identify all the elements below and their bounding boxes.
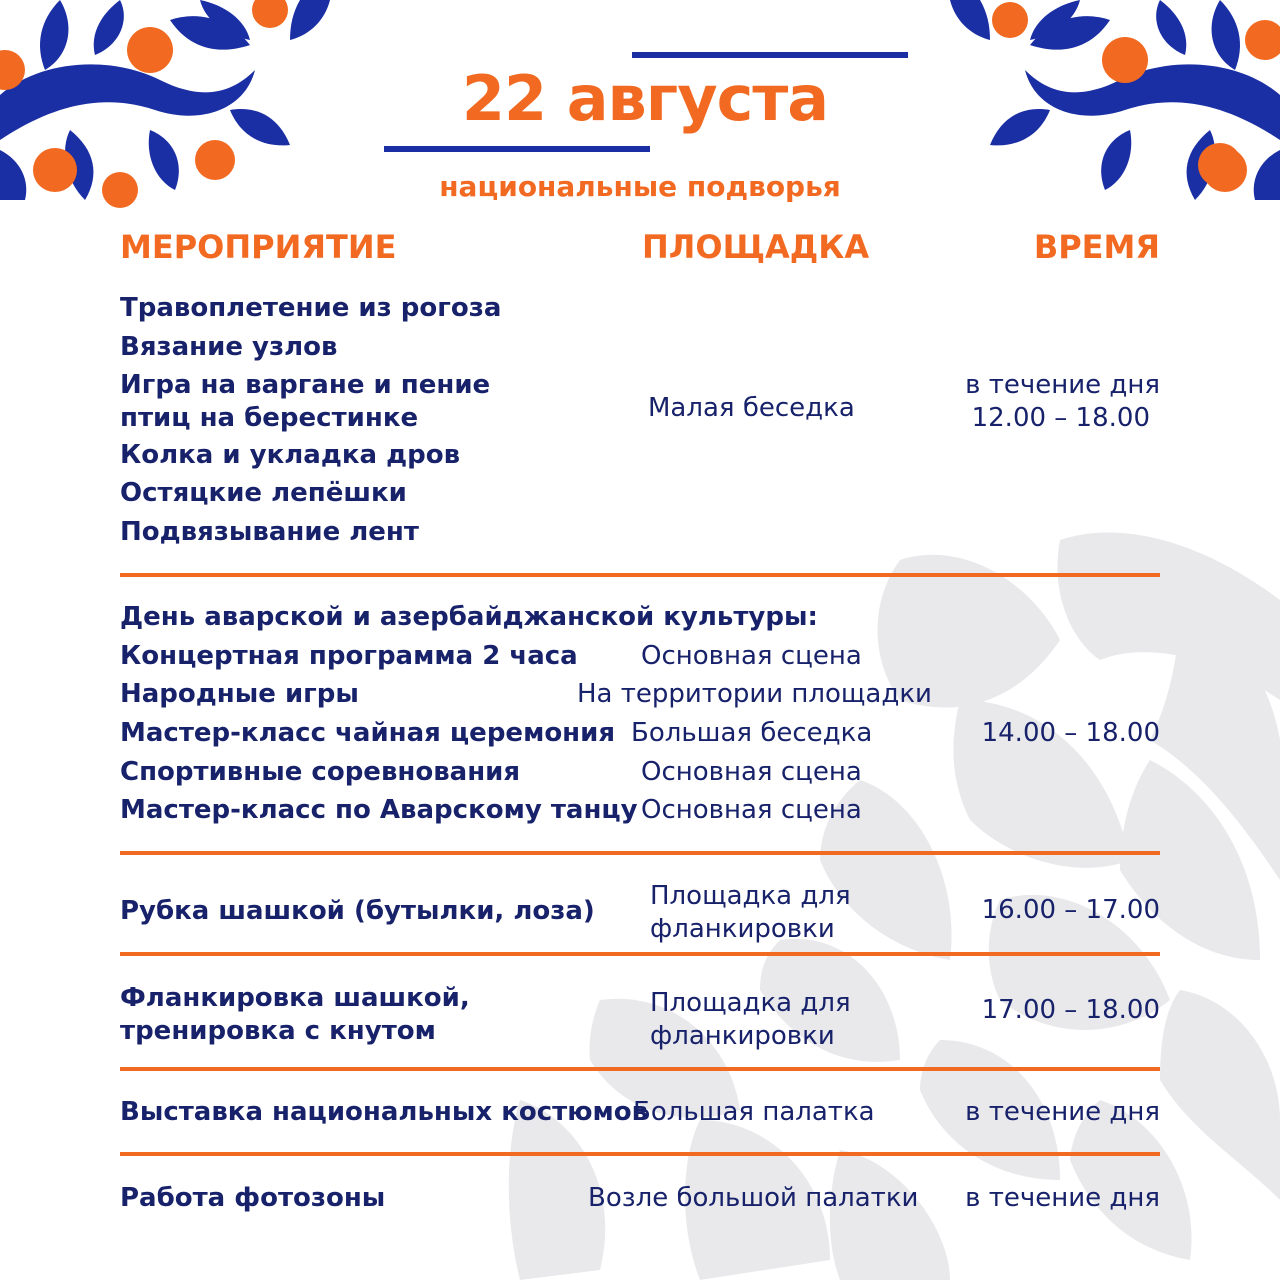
title-top-bar [632,52,908,58]
time-label: 14.00 – 18.00 [981,718,1160,748]
place-label: Большая палатка [633,1097,875,1127]
place-label: Малая беседка [648,393,855,423]
place-label: Основная сцена [641,757,862,787]
place-label: фланкировки [650,914,835,944]
event-item: Травоплетение из рогоза [120,293,502,323]
event-item: Остяцкие лепёшки [120,478,407,508]
event-item: Игра на варгане и пение [120,370,491,400]
event-item: птиц на берестинке [120,403,419,433]
section-divider [120,1152,1160,1156]
event-item: Народные игры [120,679,359,709]
time-label: в течение дня [965,1183,1160,1213]
column-header-time: ВРЕМЯ [1033,228,1160,266]
section-divider [120,573,1160,577]
event-item: Работа фотозоны [120,1183,386,1213]
page-title: 22 августа [461,62,829,135]
event-item: Выставка национальных костюмов [120,1097,649,1127]
section-heading: День аварской и азербайджанской культуры: [120,602,818,632]
time-label: 17.00 – 18.00 [981,995,1160,1025]
event-item: Мастер-класс по Аварскому танцу [120,795,638,825]
event-item: Концертная программа 2 часа [120,641,578,671]
place-label: Площадка для [650,881,851,911]
title-bottom-bar [384,146,650,152]
event-item: Фланкировка шашкой, [120,983,470,1013]
time-label: в течение дня [965,370,1160,400]
event-item: Рубка шашкой (бутылки, лоза) [120,896,595,926]
page-subtitle: национальные подворья [439,170,841,203]
column-header-place: ПЛОЩАДКА [642,228,870,266]
place-label: Основная сцена [641,641,862,671]
event-item: Подвязывание лент [120,517,419,547]
event-item: Колка и укладка дров [120,440,461,470]
section-divider [120,952,1160,956]
place-label: фланкировки [650,1021,835,1051]
column-header-event: МЕРОПРИЯТИЕ [120,228,397,266]
section-divider [120,851,1160,855]
time-label: в течение дня [965,1097,1160,1127]
event-item: Мастер-класс чайная церемония [120,718,616,748]
place-label: На территории площадки [577,679,932,709]
section-divider [120,1067,1160,1071]
place-label: Площадка для [650,988,851,1018]
event-item: тренировка с кнутом [120,1016,436,1046]
place-label: Большая беседка [631,718,873,748]
event-item: Спортивные соревнования [120,757,521,787]
event-item: Вязание узлов [120,332,338,362]
time-label: 16.00 – 17.00 [981,895,1160,925]
time-label: 12.00 – 18.00 [971,403,1150,433]
place-label: Возле большой палатки [588,1183,919,1213]
place-label: Основная сцена [641,795,862,825]
